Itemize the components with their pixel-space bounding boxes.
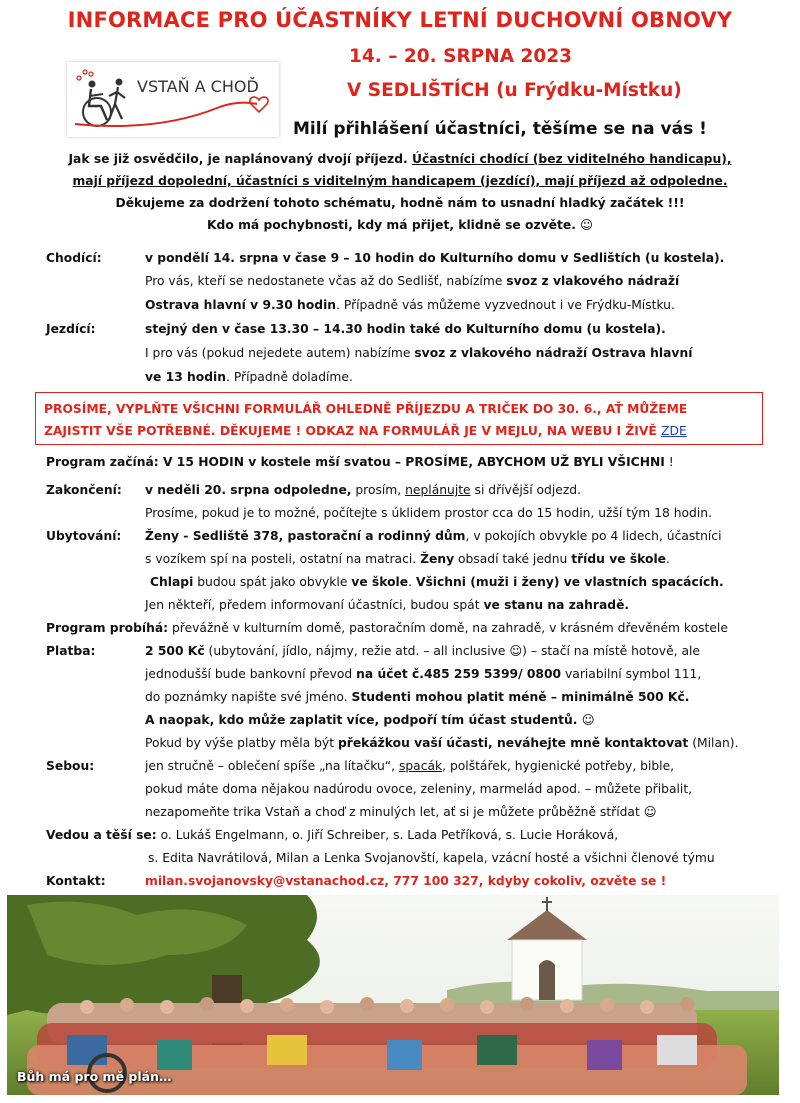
page-title: INFORMACE PRO ÚČASTNÍKY LETNÍ DUCHOVNÍ OBNOVY [67,8,733,32]
chodici-line-3a: Ostrava hlavní v 9.30 hodin [145,298,337,312]
sebou-line-1 [145,755,674,777]
sebou-line-3: nezapomeňte trika Vstaň a choď z minulých let, ať si je můžete průběžně střídat ☺ [145,805,657,819]
platba-line-3a: do poznámky napište své jméno. [145,690,352,704]
vedou-line-1-text: o. Lukáš Engelmann, o. Jiří Schreiber, s. Lada Petříková, s. Lucie Horáková, [156,828,619,842]
ubytovani-line-3e: Všichni (muži i ženy) ve vlastních spacácích. [415,575,724,589]
program-start [46,451,674,473]
ubytovani-line-1b: , v pokojích obvykle po 4 lidech, účastníci [465,529,722,543]
jezdici-line-3b: . Případně doladíme. [226,370,353,384]
group-photo-image [7,895,779,1095]
zakonceni-line-1 [145,479,581,501]
ubytovani-line-4b: ve stanu na zahradě. [483,598,630,612]
chodici-line-2 [145,270,679,292]
sebou-line-1c: , polštářek, hygienické potřeby, bible, [442,759,675,773]
platba-line-4: A naopak, kdo může zaplatit více, podpoří tím účast studentů. ☺ [145,713,595,727]
logo-graphic [67,62,279,137]
platba-line-1 [145,640,700,662]
greeting: Milí přihlášení účastníci, těšíme se na vás ! [293,119,707,139]
platba-line-1a: 2 500 Kč [145,644,205,658]
vedou-label: Vedou a těší se: [46,828,157,842]
intro-line-4: Kdo má pochybnosti, kdy má přijet, klidně se ozvěte. ☺ [207,218,593,232]
jezdici-line-1: stejný den v čase 13.30 – 14.30 hodin také do Kulturního domu (u kostela). [145,322,666,336]
probiha-line [46,617,728,639]
ubytovani-line-2a: s vozíkem spí na posteli, ostatní na matraci. [145,552,421,566]
probiha-text: převážně v kulturním domě, pastoračním domě, na zahradě, v krásném dřevěném kostele [168,621,728,635]
ubytovani-line-3 [150,571,724,593]
ubytovani-line-2 [145,548,670,570]
program-label: Program začíná: [46,455,163,469]
group-photo [7,895,779,1095]
chodici-line-3b: . Případně vás můžeme vyzvednout i ve Frýdku-Místku. [336,298,675,312]
event-place: V SEDLIŠTÍCH (u Frýdku-Místku) [347,80,682,101]
ubytovani-line-3b: budou spát jako obvykle [193,575,352,589]
zakonceni-line-1b: prosím, [351,483,406,497]
chodici-line-3 [145,294,675,316]
platba-line-2b: na účet č.485 259 5399/ 0800 [356,667,562,681]
intro-text [0,148,800,236]
jezdici-label: Jezdící: [46,322,96,336]
kontakt-label: Kontakt: [46,874,106,888]
sebou-line-1b: spacák [398,759,443,773]
jezdici-line-3a: ve 13 hodin [145,370,227,384]
zakonceni-line-2: Prosíme, pokud je to možné, počítejte s úklidem prostor cca do 15 hodin, užší tým 18 hodin. [145,506,712,520]
intro-line-1b: Účastníci chodící (bez viditelného handicapu), [411,152,732,166]
ubytovani-line-3a: Chlapi [150,575,194,589]
platba-line-5 [145,732,739,754]
form-notice-text [44,398,687,442]
zakonceni-line-1d: si dřívější odjezd. [470,483,582,497]
ubytovani-line-1a: Ženy - Sedliště 378, pastorační a rodinný dům [145,529,466,543]
platba-label: Platba: [46,644,96,658]
chodici-line-2a: Pro vás, kteří se nedostanete včas až do Sedlišť, nabízíme [145,274,507,288]
platba-line-5a: Pokud by výše platby měla být [145,736,338,750]
kontakt-text: milan.svojanovsky@vstanachod.cz, 777 100 327, kdyby cokoliv, ozvěte se ! [145,874,667,888]
platba-line-2 [145,663,701,685]
platba-line-5c: (Milan). [688,736,739,750]
intro-line-2: mají příjezd dopolední, účastníci s viditelným handicapem (jezdící), mají příjezd až odpoledne. [72,174,728,188]
notice-line-1: PROSÍME, VYPLŇTE VŠICHNI FORMULÁŘ OHLEDNĚ PŘÍJEZDU A TRIČEK DO 30. 6., AŤ MŮŽEME [44,402,688,416]
jezdici-line-3 [145,366,353,388]
vedou-line-2: s. Edita Navrátilová, Milan a Lenka Svojanovští, kapela, vzácní hosté a všichni členové týmu [148,851,715,865]
ubytovani-line-2b: Ženy [420,552,455,566]
sebou-line-2: pokud máte doma nějakou nadúrodu ovoce, zeleniny, marmelád apod. – můžete přibalit, [145,782,693,796]
vedou-line-1 [46,824,618,846]
ubytovani-label: Ubytování: [46,529,122,543]
sebou-line-1a: jen stručně – oblečení spíše „na lítačku“, [145,759,399,773]
chodici-line-2b: svoz z vlakového nádraží [506,274,680,288]
ubytovani-line-3d: . [408,575,416,589]
notice-line-2: ZAJISTIT VŠE POTŘEBNÉ. DĚKUJEME ! ODKAZ NA FORMULÁŘ JE V MEJLU, NA WEBU I ŽIVĚ [44,424,662,438]
jezdici-line-2a: I pro vás (pokud nejedete autem) nabízíme [145,346,415,360]
ubytovani-line-4 [145,594,629,616]
program-end: ! [664,455,674,469]
logo [67,62,279,137]
chodici-label: Chodící: [46,251,102,265]
chodici-line-1: v pondělí 14. srpna v čase 9 – 10 hodin do Kulturního domu v Sedlištích (u kostela). [145,251,725,265]
zakonceni-line-1a: v neděli 20. srpna odpoledne, [145,483,352,497]
ubytovani-line-2c: obsadí také jednu [454,552,572,566]
jezdici-line-2b: svoz z vlakového nádraží Ostrava hlavní [414,346,693,360]
form-notice-box [35,392,763,445]
program-text: V 15 HODIN v kostele mší svatou – PROSÍME, ABYCHOM UŽ BYLI VŠICHNI [163,455,665,469]
ubytovani-line-3c: ve škole [351,575,409,589]
platba-line-3 [145,686,689,708]
platba-line-3b: Studenti mohou platit méně – minimálně 500 Kč. [351,690,690,704]
intro-line-1a: Jak se již osvědčilo, je naplánovaný dvojí příjezd. [68,152,412,166]
probiha-label: Program probíhá: [46,621,169,635]
jezdici-line-2 [145,342,692,364]
platba-line-1b: (ubytování, jídlo, nájmy, režie atd. – all inclusive ☺) – stačí na místě hotově, ale [204,644,700,658]
intro-line-3: Děkujeme za dodržení tohoto schématu, hodně nám to usnadní hladký začátek !!! [115,196,685,210]
photo-caption: Bůh má pro mě plán… [17,1069,172,1084]
platba-line-2a: jednodušší bude bankovní převod [145,667,357,681]
ubytovani-line-2e: . [666,552,670,566]
ubytovani-line-1 [145,525,721,547]
platba-line-2c: variabilní symbol 111, [561,667,702,681]
ubytovani-line-2d: třídu ve škole [571,552,667,566]
ubytovani-line-4a: Jen někteří, předem informovaní účastníci, budou spát [145,598,484,612]
platba-line-5b: překážkou vaší účasti, neváhejte mně kontaktovat [337,736,689,750]
sebou-label: Sebou: [46,759,95,773]
zakonceni-label: Zakončení: [46,483,122,497]
logo-text: VSTAŇ A CHOĎ [137,77,259,96]
event-date: 14. – 20. SRPNA 2023 [349,46,572,67]
zakonceni-line-1c: neplánujte [405,483,471,497]
form-link[interactable]: ZDE [661,424,687,438]
